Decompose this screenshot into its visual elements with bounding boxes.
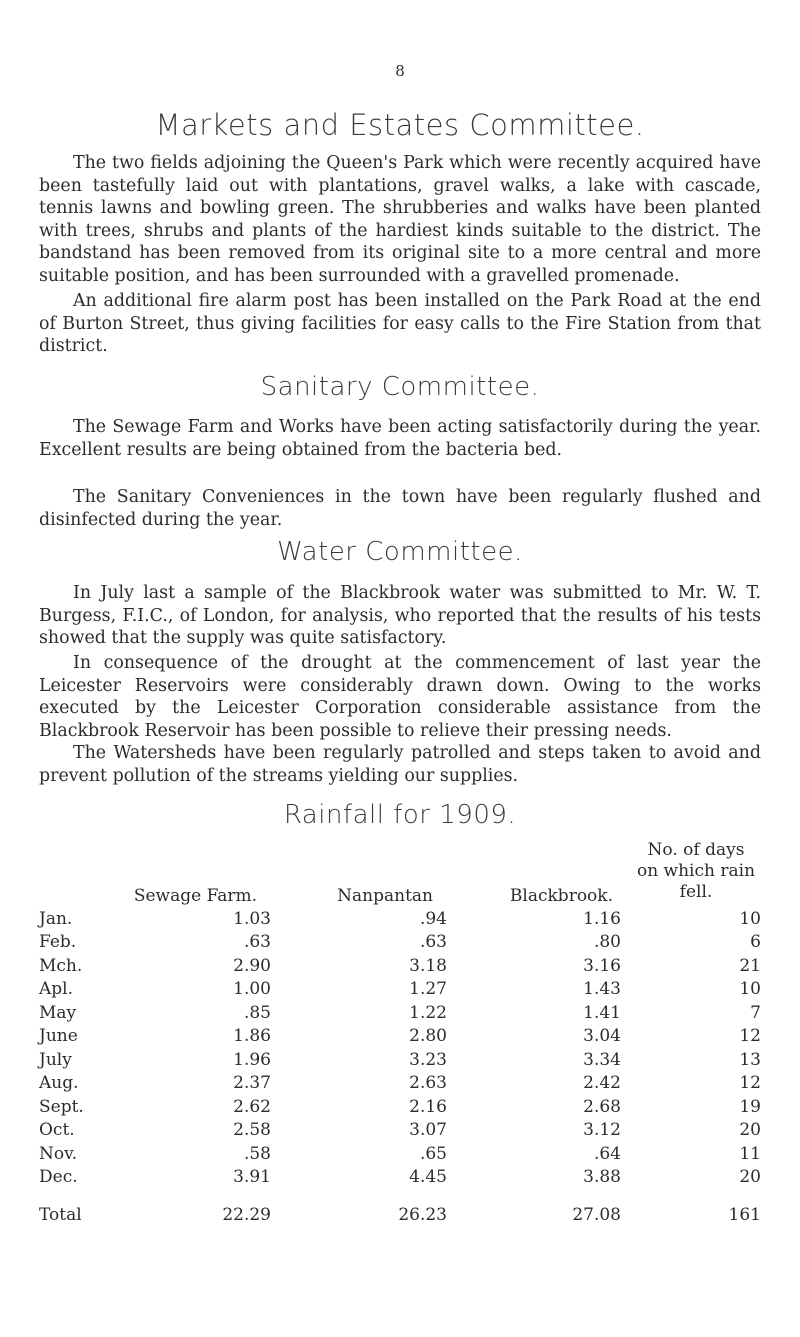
markets-committee-heading: Markets and Estates Committee.: [155, 108, 645, 142]
rainfall-cell-days: 20: [739, 1167, 761, 1188]
rainfall-cell-blackbrook: 3.16: [583, 955, 621, 976]
rainfall-cell-nanpantan: 3.07: [409, 1120, 447, 1141]
rainfall-row: [39, 907, 771, 931]
rainfall-cell-nanpantan: 2.63: [409, 1073, 447, 1094]
rainfall-cell-blackbrook: 2.68: [583, 1096, 621, 1117]
rainfall-row: [39, 1072, 771, 1096]
rainfall-cell-blackbrook: 1.43: [583, 979, 621, 1000]
rainfall-total-blackbrook: 27.08: [572, 1204, 621, 1225]
rainfall-row: [39, 1048, 771, 1072]
rainfall-cell-month: Feb.: [39, 932, 77, 953]
rainfall-row: [39, 1025, 771, 1049]
rainfall-cell-month: Apl.: [39, 979, 73, 1000]
rainfall-row: [39, 1001, 771, 1025]
markets-paragraph-2: [39, 290, 761, 358]
sanitary-paragraph-2: [39, 486, 761, 531]
rainfall-cell-nanpantan: 3.18: [409, 955, 447, 976]
header-sewage-farm: Sewage Farm.: [133, 886, 257, 906]
rainfall-cell-month: Nov.: [39, 1143, 78, 1164]
rainfall-cell-month: Jan.: [39, 908, 73, 929]
rainfall-cell-nanpantan: 2.80: [409, 1026, 447, 1047]
header-rain-days-line-1: No. of days: [647, 840, 745, 860]
header-month: [39, 840, 119, 907]
rainfall-cell-days: 11: [739, 1143, 761, 1164]
sanitary-committee-heading: Sanitary Committee.: [260, 372, 540, 402]
markets-paragraph-1: [39, 152, 761, 287]
rainfall-cell-days: 19: [739, 1096, 761, 1117]
water-paragraph-2: [39, 652, 761, 742]
rainfall-cell-days: 21: [739, 955, 761, 976]
rainfall-cell-sewage: 1.00: [233, 979, 271, 1000]
rainfall-cell-nanpantan: .63: [419, 932, 447, 953]
rainfall-cell-days: 6: [750, 932, 761, 953]
rainfall-cell-sewage: 3.91: [233, 1167, 271, 1188]
rainfall-row: [39, 954, 771, 978]
rainfall-cell-sewage: 1.86: [233, 1026, 271, 1047]
rainfall-cell-month: May: [39, 1002, 77, 1023]
rainfall-cell-blackbrook: 3.34: [583, 1049, 621, 1070]
rainfall-cell-sewage: 2.58: [233, 1120, 271, 1141]
rainfall-total-row: [39, 1189, 771, 1227]
sanitary-paragraph-1: [39, 416, 761, 461]
rainfall-cell-blackbrook: .80: [593, 932, 621, 953]
rainfall-cell-nanpantan: 1.22: [409, 1002, 447, 1023]
rainfall-row: [39, 1166, 771, 1190]
header-rain-days-line-2: on which rain: [636, 861, 756, 881]
rainfall-cell-sewage: 2.37: [233, 1073, 271, 1094]
sanitary-paragraph-2-text: The Sanitary Conveniences in the town have been regularly flushed and disinfected during the year.: [39, 487, 761, 530]
sanitary-paragraph-1-text: The Sewage Farm and Works have been acting satisfactorily during the year. Excellent results are being obtained from the bacteria bed.: [39, 417, 761, 460]
rainfall-cell-nanpantan: .65: [419, 1143, 447, 1164]
rainfall-cell-days: 13: [739, 1049, 761, 1070]
water-paragraph-1-text: In July last a sample of the Blackbrook water was submitted to Mr. W. T. Burgess, F.I.C., of London, for analysis, who reported that the results of his tests showed that the supply was quite satisfactory.: [39, 583, 761, 648]
water-paragraph-1: [39, 582, 761, 650]
rainfall-cell-blackbrook: 2.42: [583, 1073, 621, 1094]
rainfall-cell-nanpantan: .94: [419, 908, 447, 929]
rainfall-cell-nanpantan: 2.16: [409, 1096, 447, 1117]
markets-paragraph-1-text: The two fields adjoining the Queen's Park which were recently acquired have been tastefully laid out with plantations, gravel walks, a lake with cascade, tennis lawns and bowling green. The shrubberies and walks have been planted with trees, shrubs and plants of the hardiest kinds suitable to the district. The bandstand has been removed from its original site to a more central and more suitable position, and has been surrounded with a gravelled promenade.: [39, 153, 761, 286]
rainfall-cell-blackbrook: 3.88: [583, 1167, 621, 1188]
header-rain-days: [621, 840, 771, 907]
water-paragraph-2-text: In consequence of the drought at the commencement of last year the Leicester Reservoirs were considerably drawn down. Owing to the works executed by the Leicester Corporation considerable assistance from the Blackbrook Reservoir has been possible to relieve their pressing needs.: [39, 653, 761, 741]
rainfall-row: [39, 1095, 771, 1119]
rainfall-cell-sewage: 2.90: [233, 955, 271, 976]
rainfall-cell-month: Oct.: [39, 1120, 75, 1141]
rainfall-row: [39, 1142, 771, 1166]
rainfall-table: [39, 840, 771, 1227]
rainfall-cell-nanpantan: 3.23: [409, 1049, 447, 1070]
markets-paragraph-2-text: An additional fire alarm post has been installed on the Park Road at the end of Burton Street, thus giving facilities for easy calls to the Fire Station from that district.: [39, 291, 761, 356]
header-nanpantan: Nanpantan: [337, 886, 433, 906]
rainfall-cell-days: 10: [739, 979, 761, 1000]
rainfall-cell-month: Mch.: [39, 955, 83, 976]
rainfall-row: [39, 978, 771, 1002]
rainfall-cell-blackbrook: 3.12: [583, 1120, 621, 1141]
rainfall-cell-month: Aug.: [39, 1073, 79, 1094]
rainfall-header-row: [39, 840, 771, 907]
rainfall-cell-blackbrook: 1.16: [583, 908, 621, 929]
rainfall-cell-sewage: 1.03: [233, 908, 271, 929]
rainfall-cell-days: 20: [739, 1120, 761, 1141]
rainfall-cell-sewage: .63: [243, 932, 271, 953]
rainfall-total-days: 161: [728, 1204, 761, 1225]
rainfall-cell-nanpantan: 4.45: [409, 1167, 447, 1188]
header-rain-days-line-3: fell.: [679, 882, 713, 902]
rainfall-cell-nanpantan: 1.27: [409, 979, 447, 1000]
rainfall-cell-month: June: [39, 1026, 78, 1047]
rainfall-cell-blackbrook: 1.41: [583, 1002, 621, 1023]
rainfall-cell-month: Sept.: [39, 1096, 84, 1117]
rainfall-total-nanpantan: 26.23: [398, 1204, 447, 1225]
water-paragraph-3-text: The Watersheds have been regularly patrolled and steps taken to avoid and prevent pollution of the streams yielding our supplies.: [39, 743, 761, 786]
rainfall-cell-sewage: 2.62: [233, 1096, 271, 1117]
rainfall-total-label: Total: [39, 1204, 82, 1225]
header-blackbrook: Blackbrook.: [509, 886, 613, 906]
rainfall-cell-sewage: .85: [243, 1002, 271, 1023]
rainfall-cell-blackbrook: 3.04: [583, 1026, 621, 1047]
rainfall-row: [39, 931, 771, 955]
rainfall-cell-month: July: [39, 1049, 72, 1070]
rainfall-heading: Rainfall for 1909.: [283, 800, 517, 830]
rainfall-cell-days: 7: [750, 1002, 761, 1023]
rainfall-cell-days: 12: [739, 1026, 761, 1047]
rainfall-cell-blackbrook: .64: [593, 1143, 621, 1164]
rainfall-cell-days: 10: [739, 908, 761, 929]
water-paragraph-3: [39, 742, 761, 787]
rainfall-row: [39, 1119, 771, 1143]
rainfall-cell-sewage: .58: [243, 1143, 271, 1164]
rainfall-total-sewage: 22.29: [222, 1204, 271, 1225]
page-number: 8: [395, 62, 405, 80]
rainfall-cell-month: Dec.: [39, 1167, 78, 1188]
rainfall-cell-days: 12: [739, 1073, 761, 1094]
water-committee-heading: Water Committee.: [277, 537, 523, 567]
rainfall-cell-sewage: 1.96: [233, 1049, 271, 1070]
